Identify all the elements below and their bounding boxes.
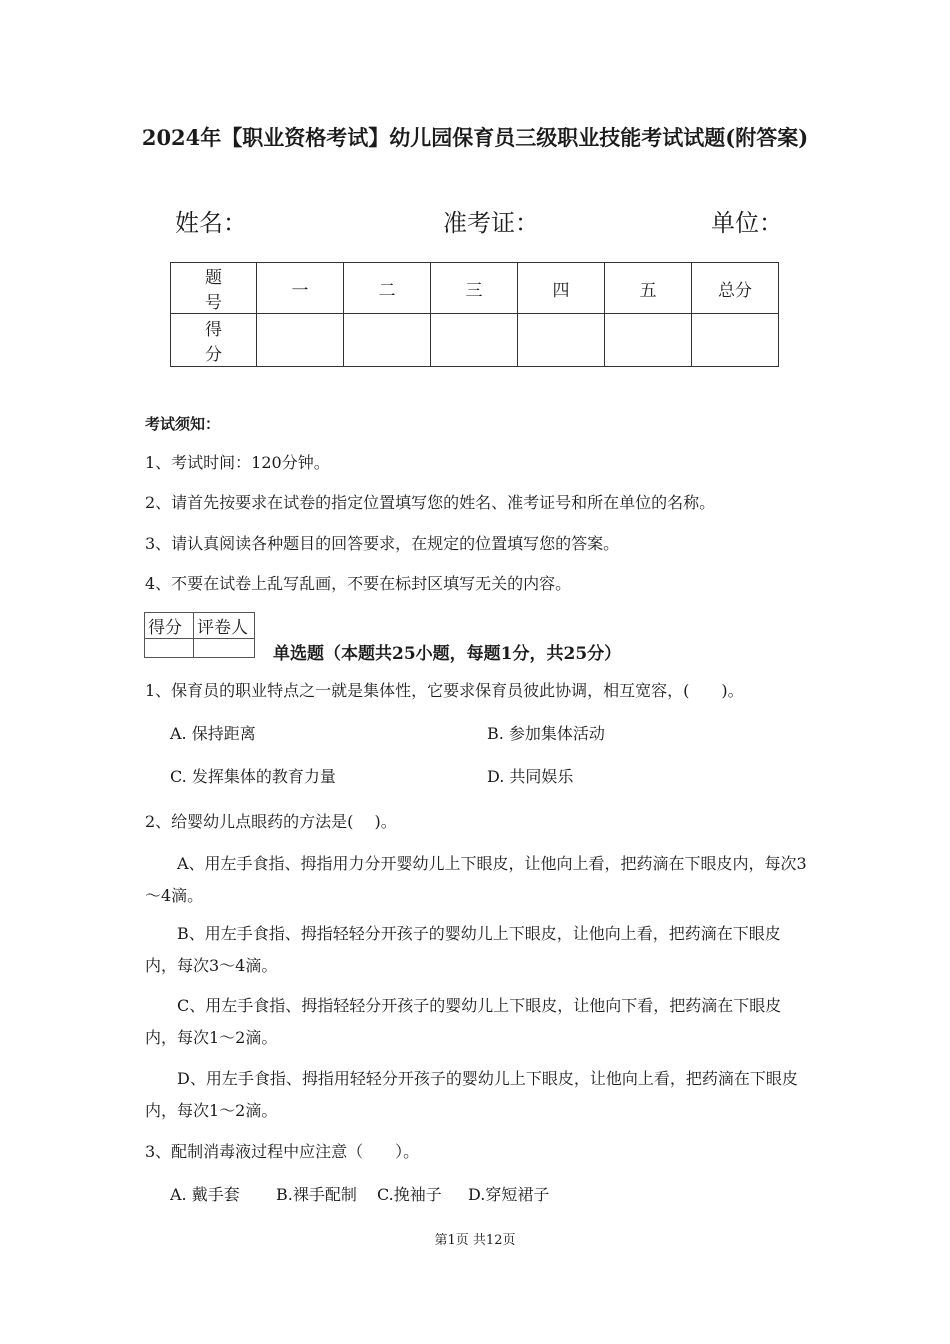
question-option: A、用左手食指、拇指用力分开婴幼儿上下眼皮，让他向上看，把药滴在下眼皮内，每次3～4滴。: [145, 854, 807, 905]
question-option: A. 戴手套: [170, 1185, 240, 1204]
notice-item: 2、请首先按要求在试卷的指定位置填写您的姓名、准考证号和所在单位的名称。: [145, 493, 716, 512]
notice-title: 考试须知：: [145, 415, 221, 433]
question-stem: 3、配制消毒液过程中应注意（ ）。: [145, 1142, 420, 1161]
grader-score-cell: [145, 639, 194, 658]
question-option: D、用左手食指、拇指用轻轻分开孩子的婴幼儿上下眼皮，让他向上看，把药滴在下眼皮内，每次1～2滴。: [145, 1069, 798, 1120]
question-option: C. 发挥集体的教育力量: [170, 767, 336, 786]
score-table-header-row: [171, 263, 779, 314]
score-table-col-total: 总分: [692, 263, 779, 314]
exam-id-field-label: 准考证：: [443, 209, 539, 237]
page-title: 2024年【职业资格考试】幼儿园保育员三级职业技能考试试题(附答案): [141, 125, 809, 150]
score-cell: [692, 314, 779, 367]
question-option: B.裸手配制: [276, 1185, 357, 1204]
score-table-col-2: 二: [344, 263, 431, 314]
score-table-header-label: 题 号: [171, 263, 257, 314]
question-option: B. 参加集体活动: [487, 724, 605, 743]
score-cell: [344, 314, 431, 367]
page-footer: 第1页 共12页: [434, 1233, 516, 1248]
score-table-score-row: [171, 314, 779, 367]
question-option: D. 共同娱乐: [487, 767, 574, 786]
score-table-col-5: 五: [605, 263, 692, 314]
question-option: B、用左手食指、拇指轻轻分开孩子的婴幼儿上下眼皮，让他向上看，把药滴在下眼皮内，每次3～4滴。: [145, 924, 781, 975]
score-cell: [257, 314, 344, 367]
score-table-col-3: 三: [431, 263, 518, 314]
notice-item: 1、考试时间：120分钟。: [145, 453, 330, 472]
grader-reviewer-cell: [194, 639, 255, 658]
notice-item: 3、请认真阅读各种题目的回答要求，在规定的位置填写您的答案。: [145, 534, 620, 553]
score-table: [170, 262, 779, 367]
score-table-score-label: 得 分: [171, 314, 257, 367]
question-option: A. 保持距离: [170, 724, 256, 743]
grader-table: [144, 612, 255, 658]
unit-field-label: 单位：: [711, 209, 783, 237]
grader-score-label: 得分: [145, 613, 194, 639]
section-title: 单选题（本题共25小题，每题1分，共25分）: [273, 644, 622, 664]
notice-item: 4、不要在试卷上乱写乱画，不要在标封区填写无关的内容。: [145, 574, 572, 593]
score-cell: [431, 314, 518, 367]
question-option: C、用左手食指、拇指轻轻分开孩子的婴幼儿上下眼皮，让他向下看，把药滴在下眼皮内，每次1～2滴。: [145, 996, 782, 1047]
question-option: C.挽袖子: [377, 1185, 442, 1204]
question-option: D.穿短裙子: [468, 1185, 550, 1204]
question-stem: 1、保育员的职业特点之一就是集体性，它要求保育员彼此协调，相互宽容，( )。: [145, 681, 744, 700]
question-stem: 2、给婴幼儿点眼药的方法是( )。: [145, 812, 397, 831]
score-table-col-1: 一: [257, 263, 344, 314]
score-cell: [605, 314, 692, 367]
grader-reviewer-label: 评卷人: [194, 613, 255, 639]
score-cell: [518, 314, 605, 367]
name-field-label: 姓名：: [175, 209, 247, 237]
score-table-col-4: 四: [518, 263, 605, 314]
